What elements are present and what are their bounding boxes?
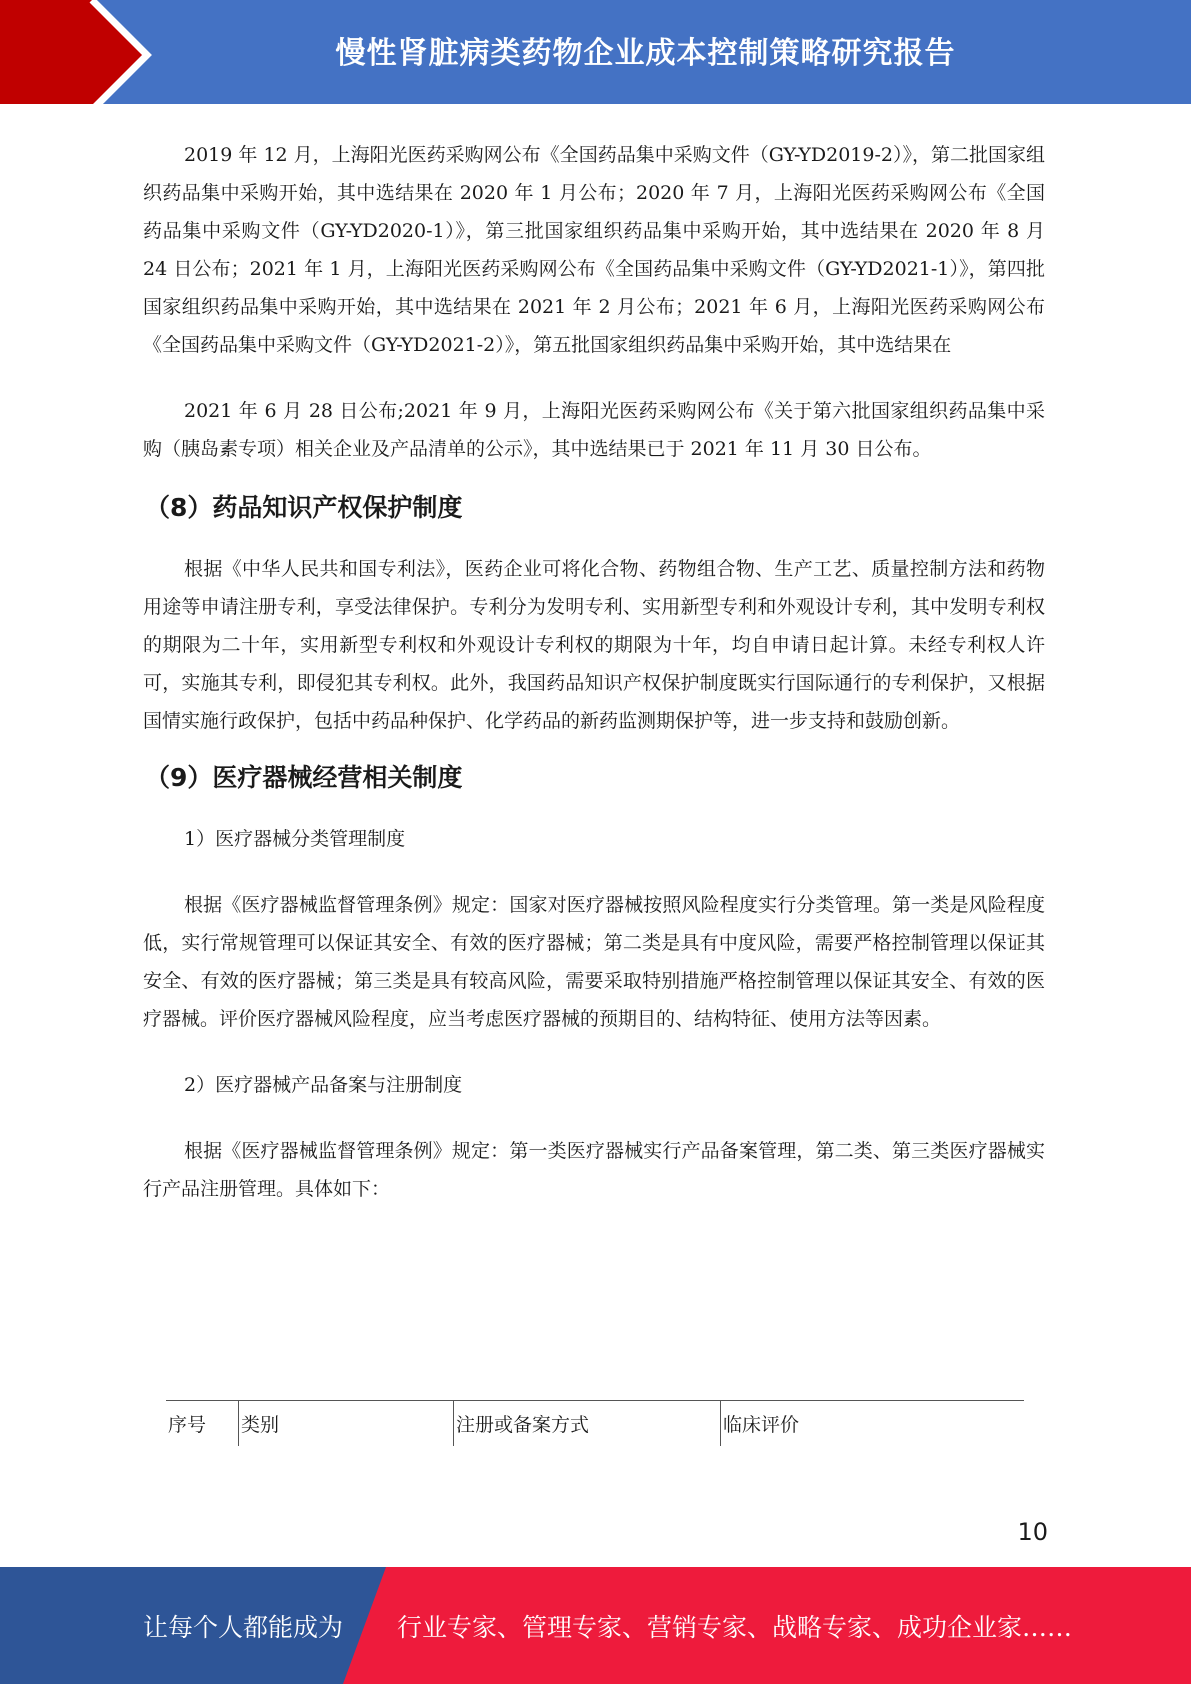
registration-table bbox=[166, 1400, 1024, 1446]
table-header-cell-category: 类别 bbox=[239, 1401, 454, 1447]
page-number: 10 bbox=[1017, 1518, 1048, 1546]
table-header-cell-index: 序号 bbox=[166, 1401, 239, 1447]
document-body bbox=[143, 136, 1045, 1208]
table-header-row bbox=[166, 1401, 1024, 1447]
section-heading-ip-protection: （8）药品知识产权保护制度 bbox=[145, 493, 463, 522]
subheading-device-registration: 2）医疗器械产品备案与注册制度 bbox=[184, 1074, 463, 1096]
report-title: 慢性肾脏病类药物企业成本控制策略研究报告 bbox=[335, 36, 956, 71]
page-footer bbox=[0, 1567, 1191, 1684]
paragraph-device-classification: 根据《医疗器械监督管理条例》规定：国家对医疗器械按照风险程度实行分类管理。第一类是风险程度低，实行常规管理可以保证其安全、有效的医疗器械；第二类是具有中度风险，需要严格控制管理以保证其安全、有效的医疗器械；第三类是具有较高风险，需要采取特别措施严格控制管理以保证其安全、有效的医疗器械。评价医疗器械风险程度，应当考虑医疗器械的预期目的、结构特征、使用方法等因素。 bbox=[143, 894, 1045, 1030]
table-header-cell-registration-method: 注册或备案方式 bbox=[454, 1401, 721, 1447]
paragraph-device-registration: 根据《医疗器械监督管理条例》规定：第一类医疗器械实行产品备案管理，第二类、第三类医疗器械实行产品注册管理。具体如下： bbox=[143, 1140, 1045, 1200]
subheading-device-classification: 1）医疗器械分类管理制度 bbox=[184, 828, 406, 850]
paragraph-procurement-sixth-batch: 2021 年 6 月 28 日公布;2021 年 9 月，上海阳光医药采购网公布《关于第六批国家组织药品集中采购（胰岛素专项）相关企业及产品清单的公示》，其中选结果已于 2021 年 11 月 30 日公布。 bbox=[143, 400, 1045, 460]
footer-slogan-roles: 行业专家、管理专家、营销专家、战略专家、成功企业家…… bbox=[397, 1612, 1073, 1642]
paragraph-patent-law: 根据《中华人民共和国专利法》，医药企业可将化合物、药物组合物、生产工艺、质量控制方法和药物用途等申请注册专利，享受法律保护。专利分为发明专利、实用新型专利和外观设计专利，其中发明专利权的期限为二十年，实用新型专利权和外观设计专利权的期限为十年，均自申请日起计算。未经专利权人许可，实施其专利，即侵犯其专利权。此外，我国药品知识产权保护制度既实行国际通行的专利保护，又根据国情实施行政保护，包括中药品种保护、化学药品的新药监测期保护等，进一步支持和鼓励创新。 bbox=[143, 558, 1045, 732]
paragraph-procurement-batches: 2019 年 12 月，上海阳光医药采购网公布《全国药品集中采购文件（GY-YD2019-2）》，第二批国家组织药品集中采购开始，其中选结果在 2020 年 1 月公布；2020 年 7 月，上海阳光医药采购网公布《全国药品集中采购文件（GY-YD2020-1）》，第三批国家组织药品集中采购开始，其中选结果在 2020 年 8 月 24 日公布；2021 年 1 月，上海阳光医药采购网公布《全国药品集中采购文件（GY-YD2021-1）》，第四批国家组织药品集中采购开始，其中选结果在 2021 年 2 月公布；2021 年 6 月，上海阳光医药采购网公布《全国药品集中采购文件（GY-YD2021-2）》，第五批国家组织药品集中采购开始，其中选结果在 bbox=[143, 144, 1045, 356]
footer-slogan-lead: 让每个人都能成为 bbox=[143, 1612, 344, 1642]
table-header-cell-clinical-evaluation: 临床评价 bbox=[721, 1401, 1025, 1447]
section-heading-device-regulation: （9）医疗器械经营相关制度 bbox=[145, 763, 463, 792]
page-header bbox=[0, 0, 1191, 110]
